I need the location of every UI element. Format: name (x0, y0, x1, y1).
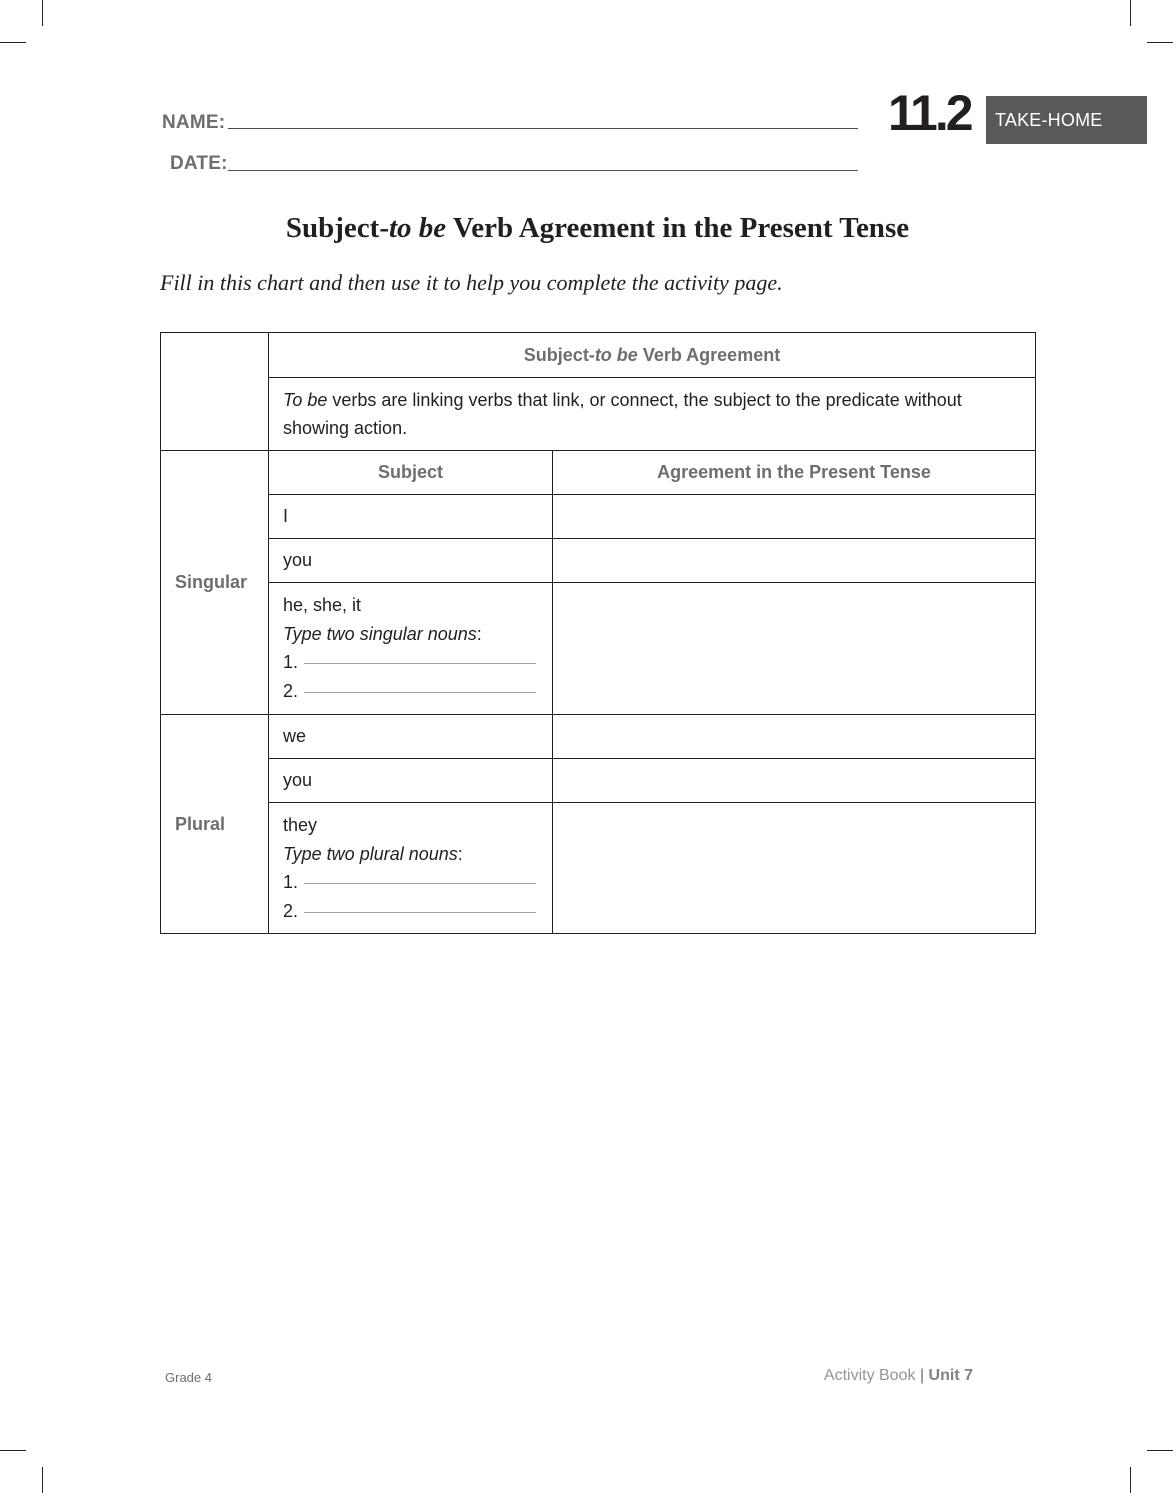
crop-mark (1130, 0, 1131, 26)
subject-cell-multi (269, 803, 553, 934)
crop-mark (42, 0, 43, 26)
noun-entry-1 (283, 648, 538, 677)
subject-column-header: Subject (269, 451, 553, 495)
title-prefix: Subject- (285, 212, 389, 244)
definition-text: verbs are linking verbs that link, or connect, the subject to the predicate without showing action. (283, 390, 962, 438)
noun-blank-field[interactable] (304, 912, 536, 913)
subject-pronouns: he, she, it (283, 595, 362, 615)
date-label: DATE: (170, 153, 228, 174)
noun-blank-field[interactable] (304, 692, 536, 693)
agreement-input-cell[interactable] (553, 759, 1036, 803)
heading-italic: to be (594, 344, 638, 365)
crop-mark (0, 42, 26, 43)
chart-heading (269, 333, 1036, 378)
footer-book: Activity Book (823, 1367, 916, 1384)
noun-entry-1 (283, 868, 538, 897)
heading-suffix: Verb Agreement (637, 344, 781, 365)
instruction-text: Fill in this chart and then use it to help you complete the activity page. (160, 270, 783, 295)
noun-blank-field[interactable] (304, 663, 536, 664)
agreement-input-cell[interactable] (553, 803, 1036, 934)
heading-prefix: Subject- (523, 344, 595, 365)
crop-mark (42, 1467, 43, 1493)
prompt-colon: : (476, 623, 482, 644)
subject-cell: you (269, 539, 553, 583)
noun-blank-field[interactable] (304, 883, 536, 884)
crop-mark (1130, 1467, 1131, 1493)
take-home-badge: TAKE-HOME (986, 96, 1147, 144)
subject-cell-multi (269, 583, 553, 715)
noun-prompt (283, 620, 538, 649)
blank-corner-cell (161, 333, 269, 451)
subject-pronouns: they (283, 815, 318, 835)
lesson-number: 11.2 (888, 85, 971, 141)
noun-entry-2 (283, 897, 538, 926)
subject-cell: you (269, 759, 553, 803)
entry-number: 1. (283, 652, 299, 672)
agreement-input-cell[interactable] (553, 583, 1036, 715)
noun-prompt (283, 840, 538, 869)
title-suffix: Verb Agreement in the Present Tense (446, 212, 910, 244)
plural-label: Plural (161, 715, 269, 934)
footer-separator: | (919, 1367, 925, 1384)
footer-book-unit (824, 1367, 973, 1385)
definition-italic: To be (283, 390, 328, 410)
footer-grade: Grade 4 (165, 1370, 212, 1385)
crop-mark (0, 1450, 26, 1451)
entry-number: 1. (283, 872, 299, 892)
agreement-input-cell[interactable] (553, 495, 1036, 539)
title-italic: to be (389, 212, 447, 244)
subject-cell: I (269, 495, 553, 539)
entry-number: 2. (283, 680, 299, 701)
noun-entry-2 (283, 677, 538, 706)
footer-unit: Unit 7 (928, 1367, 973, 1384)
agreement-column-header: Agreement in the Present Tense (553, 451, 1036, 495)
agreement-input-cell[interactable] (553, 539, 1036, 583)
agreement-chart (160, 332, 1036, 934)
page-title (160, 212, 1035, 245)
prompt-colon: : (457, 843, 463, 864)
noun-prompt-text: Type two plural nouns (283, 843, 458, 864)
definition-cell (269, 378, 1036, 451)
date-field[interactable] (228, 170, 858, 171)
name-label: NAME: (162, 112, 226, 133)
crop-mark (1147, 42, 1173, 43)
agreement-input-cell[interactable] (553, 715, 1036, 759)
name-field[interactable] (228, 128, 858, 129)
crop-mark (1147, 1450, 1173, 1451)
singular-label: Singular (161, 451, 269, 715)
subject-cell: we (269, 715, 553, 759)
noun-prompt-text: Type two singular nouns (283, 623, 477, 644)
entry-number: 2. (283, 900, 299, 921)
